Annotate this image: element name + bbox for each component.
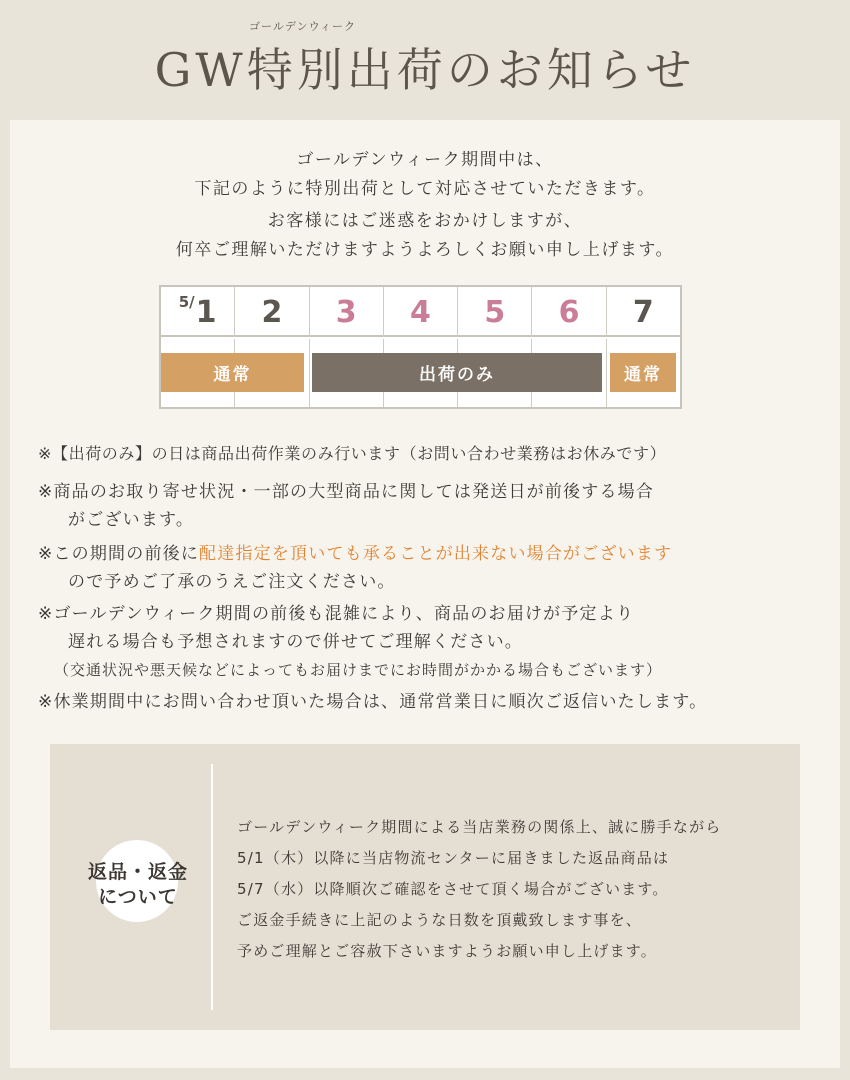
calendar-day-number: 7 [632,294,654,330]
returns-line: 5/1（木）以降に当店物流センターに届きました返品商品は [237,849,670,867]
returns-line: ゴールデンウィーク期間による当店業務の関係上、誠に勝手ながら [237,818,722,836]
returns-label-line: 返品・返金 [87,861,188,883]
calendar-day-1 [161,287,235,337]
calendar-day-number: 6 [558,294,580,330]
note-text: ※商品のお取り寄せ状況・一部の大型商品に関しては発送日が前後する場合 [38,482,655,502]
notice-panel [10,120,840,1068]
returns-line: 予めご理解とご容赦下さいますようお願い申し上げます。 [237,942,658,960]
returns-label [68,860,208,910]
note-text: ※休業期間中にお問い合わせ頂いた場合は、通常営業日に順次ご返信いたします。 [38,692,708,712]
calendar-month: 5/ [178,293,195,311]
calendar-day-number: 2 [261,294,283,330]
note-ship-only [38,440,666,468]
returns-divider [211,764,213,1010]
header [0,0,850,118]
calendar-day-number: 1 [195,294,217,330]
calendar-days [161,287,680,337]
returns-text [237,812,797,967]
calendar-day-number: 3 [335,294,357,330]
page-title: GW特別出荷のお知らせ [154,43,696,97]
intro-text [10,146,840,265]
title-ruby: ゴールデンウィーク [249,20,356,33]
calendar-day-7 [607,287,680,337]
note-inquiries [38,688,707,716]
ship-only-bar: 出荷のみ [312,353,602,392]
note-highlight: 配達指定を頂いても承ることが出来ない場合がございます [199,544,673,564]
normal-shipping-bar: 通常 [161,353,304,392]
calendar-day-6 [532,287,606,337]
note-text-cont: ので予めご了承のうえご注文ください。 [68,572,396,592]
note-text-cont: 遅れる場合も予想されますので併せてご理解ください。 [68,632,523,652]
note-text: ※【出荷のみ】の日は商品出荷作業のみ行います（お問い合わせ業務はお休みです） [38,444,667,463]
calendar-day-number: 5 [484,294,506,330]
returns-line: 5/7（水）以降順次ご確認をさせて頂く場合がございます。 [237,880,669,898]
intro-line: お客様にはご迷惑をおかけしますが、 [267,211,583,231]
calendar-day-2 [235,287,309,337]
note-text: ※ゴールデンウィーク期間の前後も混雑により、商品のお届けが予定より [38,604,635,624]
returns-label-line: について [98,886,178,908]
calendar-day-4 [384,287,458,337]
note-delivery-date [38,540,672,596]
returns-line: ご返金手続きに上記のような日数を頂戴致します事を、 [237,911,643,929]
calendar-day-number: 4 [410,294,431,330]
normal-shipping-bar-end: 通常 [610,353,676,392]
calendar-day-5 [458,287,532,337]
holiday-calendar [159,285,682,409]
calendar-day-3 [310,287,384,337]
note-subtext: （交通状況や悪天候などによってもお届けまでにお時間がかかる場合もございます） [54,661,663,679]
note-text: ※この期間の前後に [38,544,200,564]
intro-line: 下記のように特別出荷として対応させていただきます。 [194,179,656,199]
note-congestion [38,600,662,684]
intro-line: ゴールデンウィーク期間中は、 [296,150,554,170]
intro-line: 何卒ご理解いただけますようよろしくお願い申し上げます。 [175,240,675,260]
note-order-status [38,478,654,534]
note-text-cont: がございます。 [68,510,195,530]
returns-box [50,744,800,1030]
